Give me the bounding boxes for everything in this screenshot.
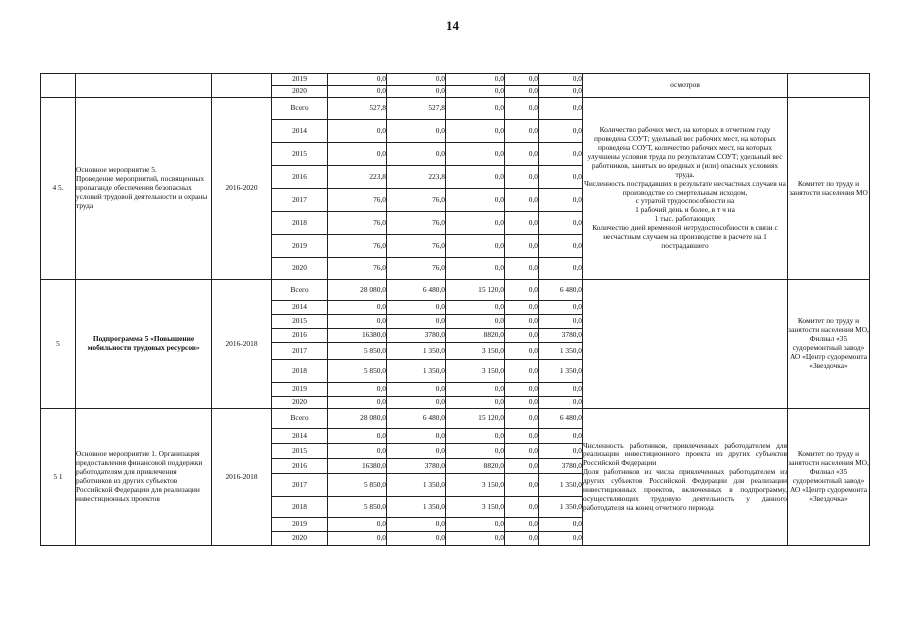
activity-period: 2016-2018 (212, 280, 272, 409)
value-cell: 0,0 (446, 397, 505, 409)
value-cell: 0,0 (539, 258, 583, 280)
value-cell: 0,0 (505, 315, 539, 329)
value-cell: 527,8 (328, 98, 387, 120)
value-cell: 0,0 (387, 518, 446, 532)
year-cell: 2016 (272, 329, 328, 343)
value-cell: 76,0 (328, 189, 387, 212)
period-cell (212, 74, 272, 98)
value-cell: 76,0 (328, 212, 387, 235)
year-cell: 2017 (272, 189, 328, 212)
value-cell: 0,0 (505, 301, 539, 315)
value-cell: 0,0 (328, 397, 387, 409)
value-cell: 15 120,0 (446, 409, 505, 429)
year-cell: 2015 (272, 444, 328, 459)
value-cell: 0,0 (505, 74, 539, 86)
responsible-cell: Комитет по труду и занятости населения МО, Филиал «35 судоремонтный завод» АО «Центр судоремонта «Звездочка» (788, 280, 870, 409)
table-row (41, 74, 870, 86)
value-cell: 0,0 (505, 258, 539, 280)
value-cell: 3 150,0 (446, 474, 505, 497)
value-cell: 0,0 (387, 143, 446, 166)
activity-number: 5 (41, 280, 76, 409)
value-cell: 28 080,0 (328, 409, 387, 429)
value-cell: 223,8 (328, 166, 387, 189)
value-cell: 8820,0 (446, 459, 505, 474)
value-cell: 0,0 (446, 98, 505, 120)
year-cell: 2020 (272, 258, 328, 280)
activity-number: 5 1 (41, 409, 76, 546)
value-cell: 0,0 (328, 74, 387, 86)
value-cell: 0,0 (539, 235, 583, 258)
value-cell: 0,0 (539, 444, 583, 459)
year-cell: Всего (272, 98, 328, 120)
activity-period: 2016-2020 (212, 98, 272, 280)
year-cell: 2019 (272, 518, 328, 532)
value-cell: 0,0 (446, 301, 505, 315)
activity-name: Основное мероприятие 1. Организация предоставления финансовой поддержки работодателям для привлечения работников из других субъектов Российской Федерации для реализации инвестиционных проектов (76, 409, 212, 546)
value-cell: 0,0 (446, 86, 505, 98)
value-cell: 28 080,0 (328, 280, 387, 301)
value-cell: 1 350,0 (539, 360, 583, 383)
value-cell: 0,0 (505, 189, 539, 212)
activity-period: 2016-2018 (212, 409, 272, 546)
value-cell: 0,0 (446, 74, 505, 86)
value-cell: 16380,0 (328, 329, 387, 343)
year-cell: 2018 (272, 497, 328, 518)
value-cell: 1 350,0 (387, 497, 446, 518)
value-cell: 76,0 (387, 212, 446, 235)
value-cell: 3780,0 (539, 459, 583, 474)
value-cell: 16380,0 (328, 459, 387, 474)
value-cell: 0,0 (505, 166, 539, 189)
value-cell: 3780,0 (387, 459, 446, 474)
value-cell: 0,0 (539, 212, 583, 235)
value-cell: 0,0 (446, 518, 505, 532)
value-cell: 3 150,0 (446, 360, 505, 383)
value-cell: 0,0 (328, 315, 387, 329)
value-cell: 0,0 (328, 301, 387, 315)
value-cell: 0,0 (505, 474, 539, 497)
value-cell: 76,0 (328, 235, 387, 258)
value-cell: 0,0 (539, 120, 583, 143)
value-cell: 0,0 (387, 74, 446, 86)
value-cell: 1 350,0 (387, 360, 446, 383)
indicator-cell (583, 280, 788, 409)
value-cell: 0,0 (446, 429, 505, 444)
year-cell: 2019 (272, 74, 328, 86)
value-cell: 0,0 (505, 409, 539, 429)
value-cell: 0,0 (505, 212, 539, 235)
value-cell: 0,0 (505, 429, 539, 444)
value-cell: 0,0 (539, 383, 583, 397)
value-cell: 0,0 (387, 444, 446, 459)
value-cell: 0,0 (446, 212, 505, 235)
value-cell: 0,0 (505, 329, 539, 343)
value-cell: 0,0 (446, 383, 505, 397)
value-cell: 0,0 (505, 360, 539, 383)
year-cell: 2019 (272, 235, 328, 258)
indicator-cell: Количество рабочих мест, на которых в отчетном году проведена СОУТ; удельный вес рабочих мест, на которых проведена СОУТ, количество рабочих мест, на которых улучшены условия труда по результатам СОУТ; удельный вес работников, занятых во вредных и (или) опасных условиях труда. Численность пострадавших в результате несчастных случаев на производстве со смертельным исходом, с утратой трудоспособности на 1 рабочий день и более, в т ч на 1 тыс. работающих Количество дней временной нетрудоспособности в связи с несчастным случаем на производстве в расчете на 1 пострадавшего (583, 98, 788, 280)
value-cell: 0,0 (387, 383, 446, 397)
value-cell: 0,0 (539, 397, 583, 409)
year-cell: 2020 (272, 397, 328, 409)
table-row (41, 409, 870, 429)
value-cell: 0,0 (328, 429, 387, 444)
value-cell: 8820,0 (446, 329, 505, 343)
value-cell: 0,0 (505, 143, 539, 166)
value-cell: 223,8 (387, 166, 446, 189)
value-cell: 1 350,0 (539, 497, 583, 518)
value-cell: 76,0 (328, 258, 387, 280)
id-cell (41, 74, 76, 98)
value-cell: 0,0 (539, 143, 583, 166)
year-cell: Всего (272, 409, 328, 429)
year-cell: 2014 (272, 301, 328, 315)
program-activities-table (40, 73, 870, 546)
value-cell: 0,0 (539, 166, 583, 189)
indicator-cell: осмотров (583, 74, 788, 98)
year-cell: 2019 (272, 383, 328, 397)
value-cell: 0,0 (446, 315, 505, 329)
value-cell: 0,0 (539, 74, 583, 86)
value-cell: 0,0 (539, 532, 583, 546)
value-cell: 0,0 (387, 315, 446, 329)
year-cell: 2015 (272, 143, 328, 166)
value-cell: 0,0 (328, 383, 387, 397)
value-cell: 0,0 (505, 86, 539, 98)
value-cell: 0,0 (539, 429, 583, 444)
activity-name: Основное мероприятие 5. Проведение мероприятий, посвященных пропаганде обеспечения безопасных условий трудовой деятельности и охраны труда (76, 98, 212, 280)
value-cell: 0,0 (505, 532, 539, 546)
table-row (41, 280, 870, 301)
value-cell: 3 150,0 (446, 497, 505, 518)
value-cell: 0,0 (505, 120, 539, 143)
year-cell: 2020 (272, 86, 328, 98)
value-cell: 0,0 (387, 532, 446, 546)
year-cell: 2014 (272, 120, 328, 143)
responsible-cell (788, 74, 870, 98)
value-cell: 3780,0 (387, 329, 446, 343)
value-cell: 5 850,0 (328, 360, 387, 383)
value-cell: 76,0 (387, 258, 446, 280)
value-cell: 6 480,0 (539, 280, 583, 301)
year-cell: 2015 (272, 315, 328, 329)
year-cell: 2020 (272, 532, 328, 546)
value-cell: 0,0 (446, 189, 505, 212)
activity-number: 4 5. (41, 98, 76, 280)
year-cell: Всего (272, 280, 328, 301)
value-cell: 1 350,0 (387, 474, 446, 497)
value-cell: 0,0 (328, 532, 387, 546)
value-cell: 0,0 (505, 235, 539, 258)
value-cell: 76,0 (387, 189, 446, 212)
table-row (41, 98, 870, 120)
name-cell (76, 74, 212, 98)
value-cell: 0,0 (539, 189, 583, 212)
year-cell: 2016 (272, 166, 328, 189)
activity-name: Подпрограмма 5 «Повышение мобильности трудовых ресурсов» (76, 280, 212, 409)
value-cell: 0,0 (539, 301, 583, 315)
value-cell: 527,8 (387, 98, 446, 120)
value-cell: 3780,0 (539, 329, 583, 343)
value-cell: 0,0 (446, 120, 505, 143)
value-cell: 0,0 (387, 120, 446, 143)
value-cell: 0,0 (505, 98, 539, 120)
value-cell: 76,0 (387, 235, 446, 258)
value-cell: 0,0 (328, 518, 387, 532)
value-cell: 1 350,0 (387, 343, 446, 360)
value-cell: 0,0 (446, 166, 505, 189)
value-cell: 0,0 (539, 86, 583, 98)
value-cell: 5 850,0 (328, 343, 387, 360)
value-cell: 0,0 (505, 444, 539, 459)
value-cell: 0,0 (446, 235, 505, 258)
value-cell: 0,0 (446, 444, 505, 459)
value-cell: 0,0 (505, 343, 539, 360)
value-cell: 0,0 (387, 86, 446, 98)
responsible-cell: Комитет по труду и занятости населения МО, Филиал «35 судоремонтный завод» АО «Центр судоремонта «Звездочка» (788, 409, 870, 546)
value-cell: 0,0 (539, 518, 583, 532)
value-cell: 6 480,0 (539, 409, 583, 429)
value-cell: 0,0 (505, 383, 539, 397)
value-cell: 1 350,0 (539, 343, 583, 360)
year-cell: 2018 (272, 212, 328, 235)
value-cell: 5 850,0 (328, 474, 387, 497)
value-cell: 0,0 (446, 532, 505, 546)
value-cell: 0,0 (539, 315, 583, 329)
value-cell: 0,0 (539, 98, 583, 120)
value-cell: 0,0 (505, 397, 539, 409)
year-cell: 2017 (272, 343, 328, 360)
value-cell: 0,0 (446, 143, 505, 166)
value-cell: 6 480,0 (387, 280, 446, 301)
responsible-cell: Комитет по труду и занятости населения МО (788, 98, 870, 280)
value-cell: 1 350,0 (539, 474, 583, 497)
value-cell: 6 480,0 (387, 409, 446, 429)
value-cell: 0,0 (328, 86, 387, 98)
value-cell: 0,0 (328, 143, 387, 166)
value-cell: 0,0 (328, 120, 387, 143)
value-cell: 5 850,0 (328, 497, 387, 518)
value-cell: 3 150,0 (446, 343, 505, 360)
year-cell: 2014 (272, 429, 328, 444)
indicator-cell: Численность работников, привлеченных работодателем для реализации инвестиционного проекта из других субъектов Российской Федерации Доля работников из числа привлеченных работодателем из других субъектов Российской Федерации для реализации инвестиционных проектов, включенных в подпрограмму, осуществляющих трудовую деятельность у данного работодателя на конец отчетного периода (583, 409, 788, 546)
value-cell: 0,0 (387, 301, 446, 315)
value-cell: 0,0 (328, 444, 387, 459)
value-cell: 15 120,0 (446, 280, 505, 301)
value-cell: 0,0 (446, 258, 505, 280)
page-number: 14 (446, 18, 459, 33)
year-cell: 2016 (272, 459, 328, 474)
value-cell: 0,0 (387, 429, 446, 444)
year-cell: 2017 (272, 474, 328, 497)
value-cell: 0,0 (505, 280, 539, 301)
value-cell: 0,0 (505, 459, 539, 474)
value-cell: 0,0 (505, 518, 539, 532)
value-cell: 0,0 (387, 397, 446, 409)
year-cell: 2018 (272, 360, 328, 383)
value-cell: 0,0 (505, 497, 539, 518)
